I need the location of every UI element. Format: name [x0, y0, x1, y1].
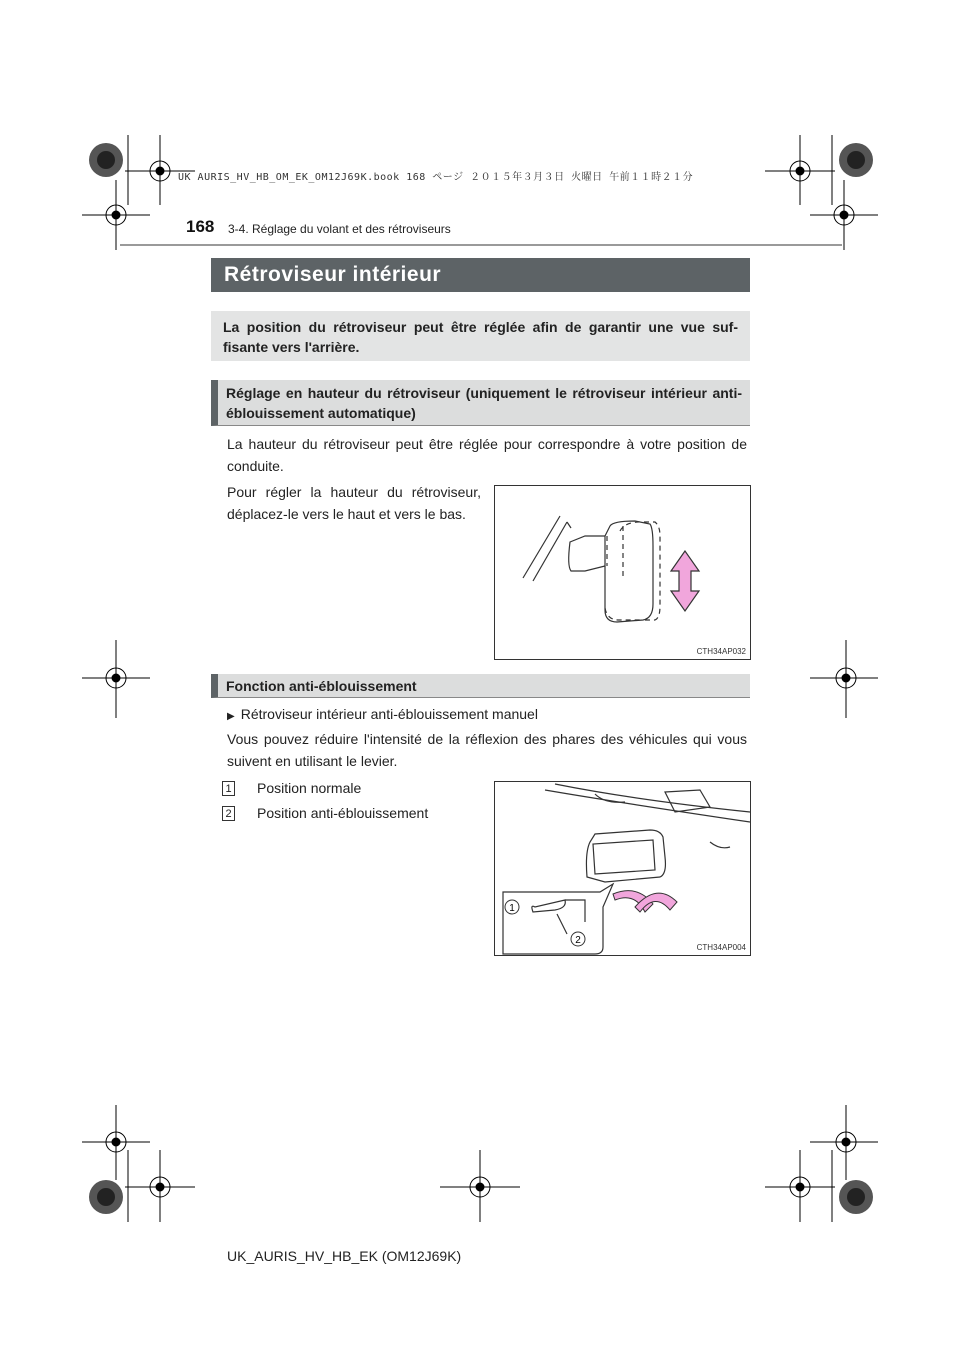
numbered-item-1 [222, 778, 482, 798]
section-heading-anti-glare: Fonction anti-éblouissement [211, 674, 750, 698]
figure-anti-glare-lever [494, 781, 751, 956]
figure-code: CTH34AP032 [696, 647, 746, 656]
numbered-item-2 [222, 803, 482, 823]
bullet-text: Rétroviseur intérieur anti-éblouissement manuel [240, 706, 538, 722]
figure-code: CTH34AP004 [696, 943, 746, 952]
item-label: Position normale [257, 780, 362, 796]
page-number: 168 [186, 217, 215, 236]
callout-1: 1 [509, 903, 515, 914]
header-rule [120, 244, 842, 246]
triangle-bullet-icon: ▶ [227, 711, 235, 722]
number-badge: 1 [222, 781, 235, 796]
footer-model-code: UK_AURIS_HV_HB_EK (OM12J69K) [227, 1248, 462, 1264]
paragraph-anti-glare: Vous pouvez réduire l'intensité de la réflexion des phares des véhicules qui vous suivent en utilisant le levier. [227, 731, 747, 769]
callout-2: 2 [575, 935, 581, 946]
page-title: Rétroviseur intérieur [211, 258, 750, 292]
intro-box: La position du rétroviseur peut être réglée afin de garantir une vue suf-fisante vers l'arrière. [211, 311, 750, 361]
bullet-manual-mirror [227, 703, 747, 728]
item-label: Position anti-éblouissement [257, 805, 429, 821]
number-badge: 2 [222, 806, 235, 821]
paragraph-height-how: Pour régler la hauteur du rétroviseur, déplacez-le vers le haut et vers le bas. [227, 484, 481, 522]
paragraph-height-intro: La hauteur du rétroviseur peut être réglée pour correspondre à votre position de conduite. [227, 436, 747, 474]
chapter-title: 3-4. Réglage du volant et des rétroviseurs [228, 222, 451, 236]
figure-mirror-height [494, 485, 751, 660]
book-info-line: UK AURIS_HV_HB_OM_EK_OM12J69K.book 168 ページ ２０１５年３月３日 火曜日 午前１１時２１分 [178, 172, 694, 183]
section-heading-height-adjust: Réglage en hauteur du rétroviseur (uniquement le rétroviseur intérieur anti-éblouissement automatique) [211, 380, 750, 426]
anti-glare-illustration [495, 782, 750, 955]
mirror-height-illustration [495, 486, 750, 659]
